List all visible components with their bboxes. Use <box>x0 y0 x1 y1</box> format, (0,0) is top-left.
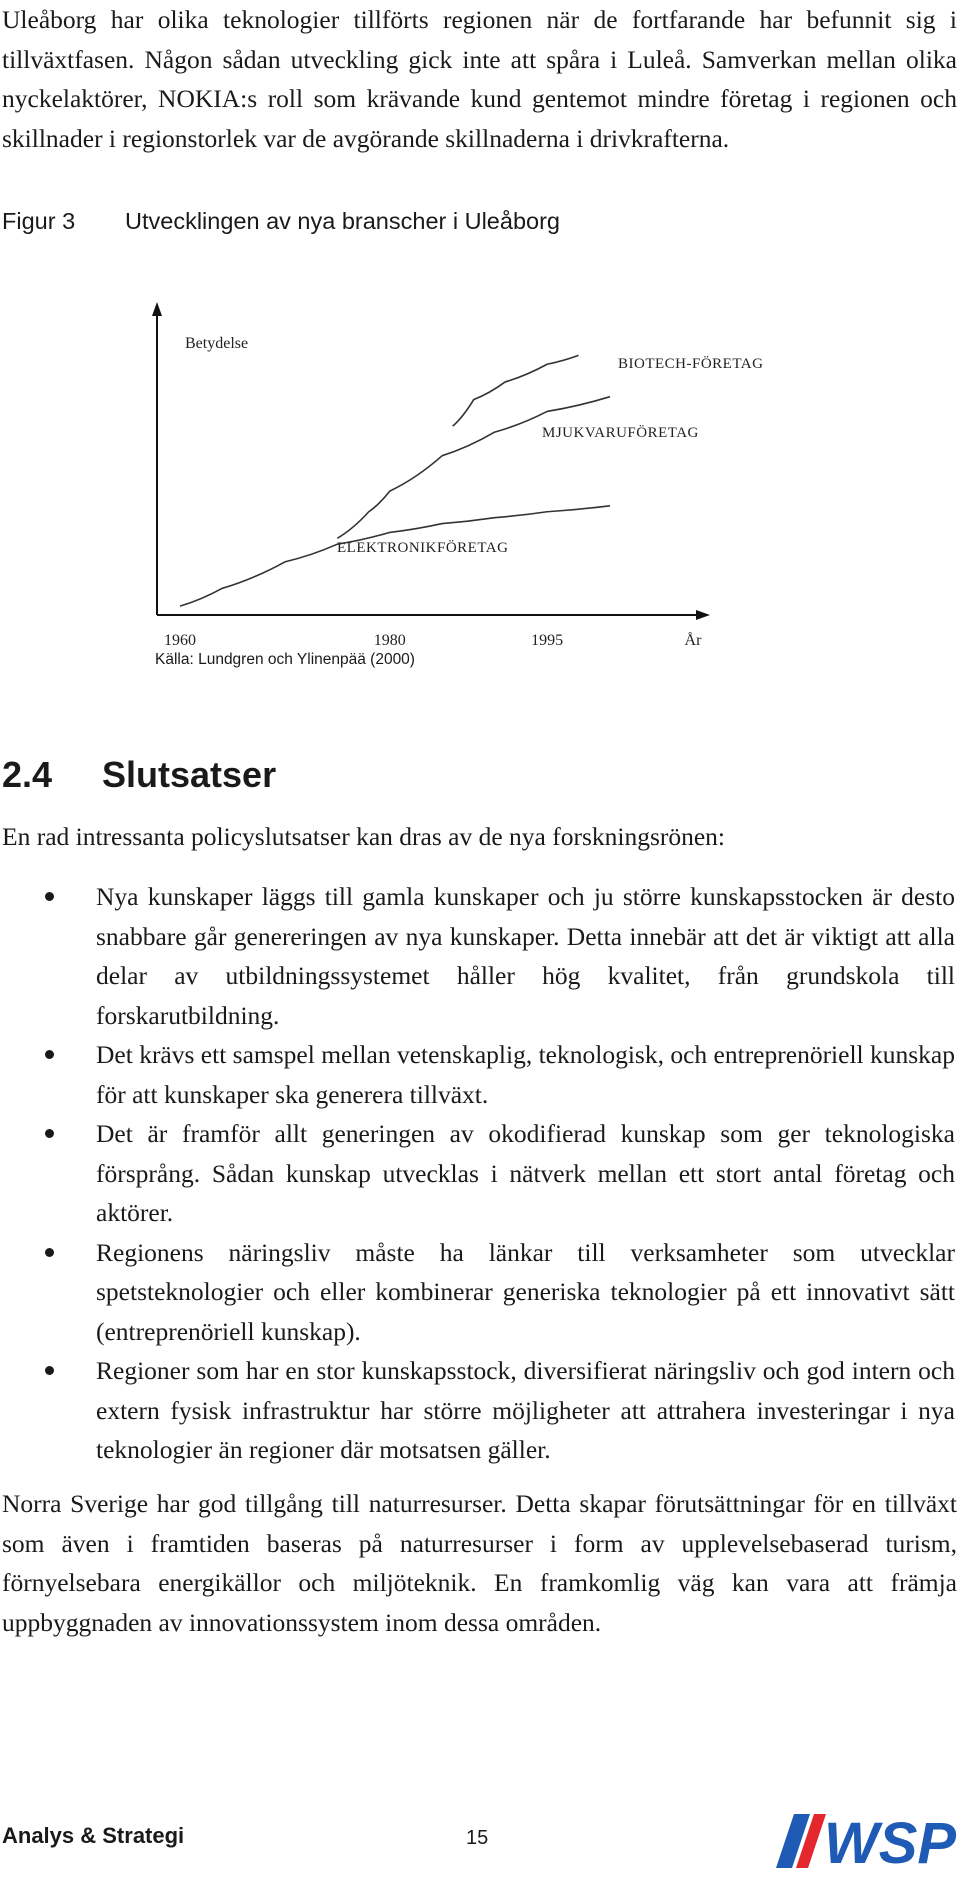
section-title: Slutsatser <box>102 754 277 795</box>
figure-source: Källa: Lundgren och Ylinenpää (2000) <box>155 651 415 668</box>
x-tick-label: 1995 <box>531 632 564 649</box>
figure-title: Utvecklingen av nya branscher i Uleåborg <box>125 208 560 234</box>
bullet-icon <box>45 1248 54 1257</box>
series-line <box>180 506 610 606</box>
conclusion-list <box>0 877 960 1470</box>
y-axis-arrow-icon <box>152 302 162 316</box>
chart-series <box>180 355 610 606</box>
footer-title: Analys & Strategi <box>2 1823 185 1848</box>
bullet-icon <box>45 1366 54 1375</box>
series-line <box>337 397 610 539</box>
x-axis-label: År <box>684 632 702 649</box>
series-label: BIOTECH-FÖRETAG <box>618 356 764 372</box>
figure-number: Figur 3 <box>2 208 76 234</box>
x-tick-label: 1960 <box>164 632 196 649</box>
series-label: MJUKVARUFÖRETAG <box>542 425 699 441</box>
x-axis-arrow-icon <box>696 610 710 620</box>
chart-labels <box>164 335 763 649</box>
list-item: Regionens näringsliv måste ha länkar till verksamheter som utvecklar spetsteknologier och eller kombinerar generiska teknologier på ett innovativt sätt (entreprenöriell kunskap). <box>0 1233 955 1352</box>
page-number: 15 <box>466 1827 489 1849</box>
bullet-icon <box>45 1050 54 1059</box>
list-item: Regioner som har en stor kunskapsstock, diversifierat näringsliv och god intern och extern fysisk infrastruktur har större möjligheter att attrahera investeringar i nya teknologier än regioner där motsatsen gäller. <box>0 1351 955 1470</box>
list-item: Det krävs ett samspel mellan vetenskaplig, teknologisk, och entreprenöriell kunskap för att kunskaper ska generera tillväxt. <box>0 1035 955 1114</box>
bullet-icon <box>45 1129 54 1138</box>
series-line <box>453 355 579 426</box>
section-number: 2.4 <box>2 754 53 795</box>
list-item: Det är framför allt generingen av okodifierad kunskap som ger teknologiska försprång. Sådan kunskap utvecklas i nätverk mellan ett stort antal företag och aktörer. <box>0 1114 955 1233</box>
intro-paragraph: Uleåborg har olika teknologier tillförts regionen när de fortfarande har befunnit sig i tillväxtfasen. Någon sådan utveckling gick inte att spåra i Luleå. Samverkan mellan olika nyckelaktörer, NOKIA:s roll som krävande kund gentemot mindre företag i regionen och skillnader i regionstorlek var de avgörande skillnaderna i drivkrafterna. <box>2 5 957 153</box>
y-axis-label: Betydelse <box>185 335 249 352</box>
list-item: Nya kunskaper läggs till gamla kunskaper och ju större kunskapsstocken är desto snabbare går genereringen av nya kunskaper. Detta innebär att det är viktigt att alla delar av utbildningssystemet håller hög kvalitet, från grundskola till forskarutbildning. <box>0 877 955 1035</box>
logo-wordmark: WSP <box>824 1811 957 1876</box>
figure-chart <box>140 290 764 650</box>
x-tick-label: 1980 <box>373 632 406 649</box>
bullet-icon <box>45 892 54 901</box>
lead-paragraph: En rad intressanta policyslutsatser kan dras av de nya forskningsrönen: <box>2 822 726 851</box>
wsp-logo <box>766 1806 958 1876</box>
closing-paragraph: Norra Sverige har god tillgång till naturresurser. Detta skapar förutsättningar för en tillväxt som även i framtiden baseras på naturresurser i form av upplevelsebaserad turism, förnyelsebara energikällor och miljöteknik. En framkomlig väg kan vara att främja uppbyggnaden av innovationssystem inom dessa områden. <box>2 1489 957 1637</box>
section-heading <box>2 752 276 798</box>
series-label: ELEKTRONIKFÖRETAG <box>337 540 509 556</box>
